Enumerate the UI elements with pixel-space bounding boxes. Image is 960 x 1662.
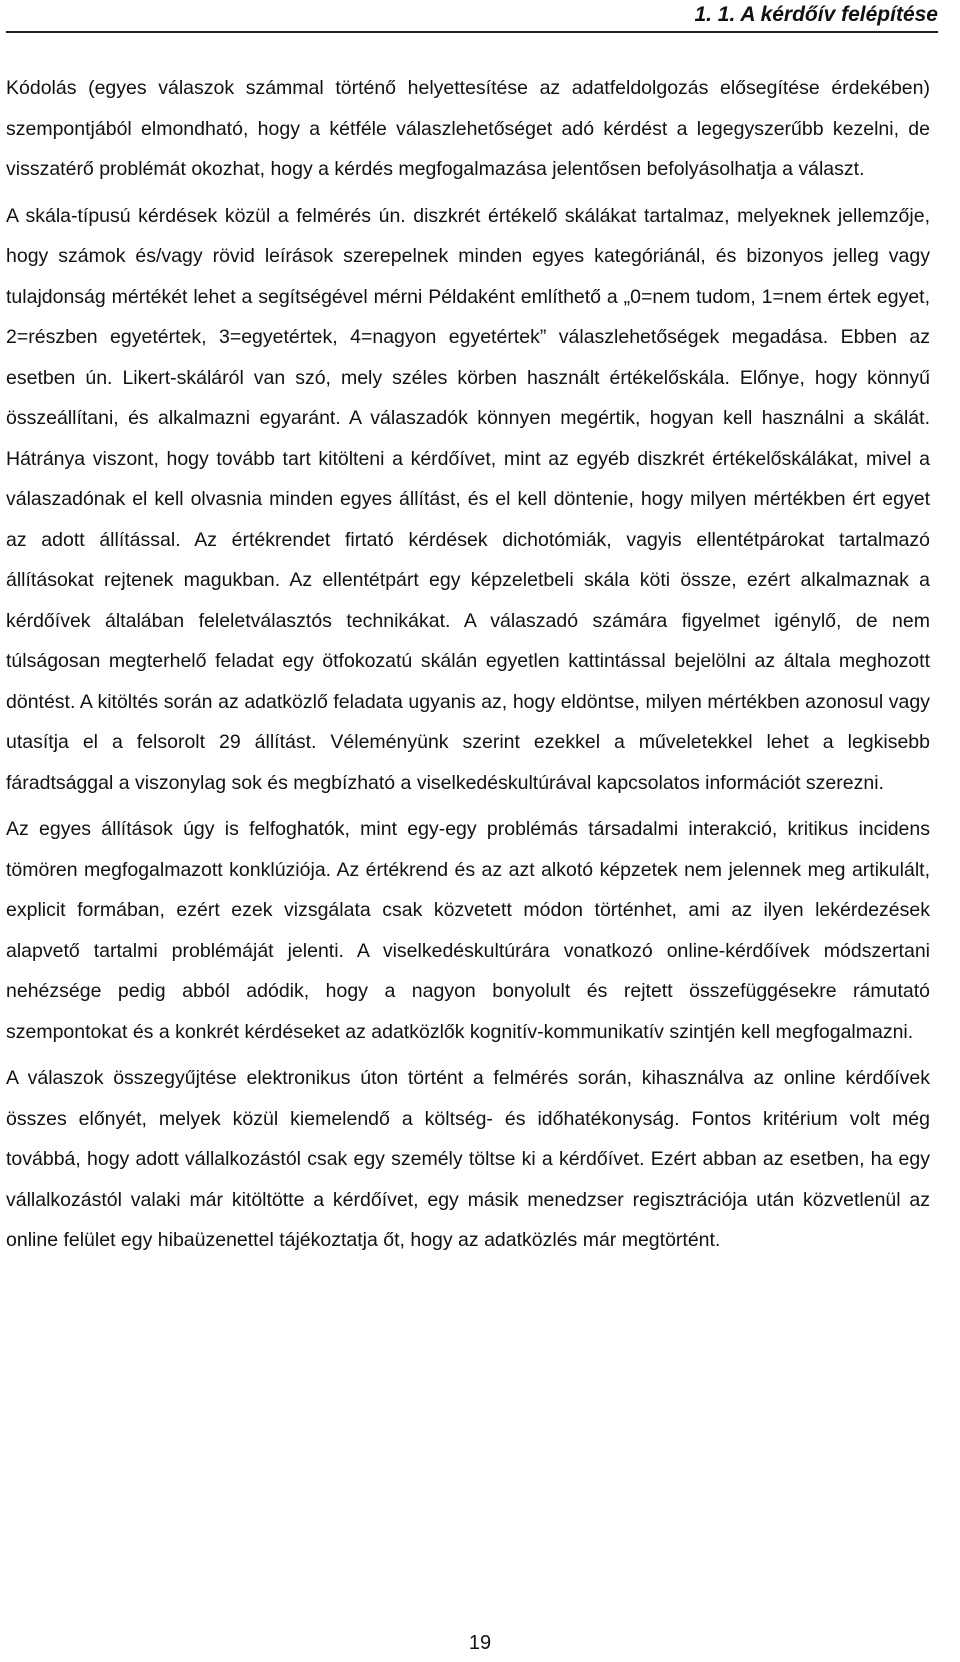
paragraph-statements: Az egyes állítások úgy is felfoghatók, mint egy-egy problémás társadalmi interakció, kritikus incidens tömören megfogalmazott konklúziója. Az értékrend és az azt alkotó képzetek nem jelennek meg artikulált, explicit formában, ezért ezek vizsgálata csak közvetett módon történhet, ami az ilyen lekérdezések alapvető tartalmi problémáját jelenti. A viselkedéskultúrára vonatkozó online-kérdőívek módszertani nehézsége pedig abból adódik, hogy a nagyon bonyolult és rejtett összefüggésekre rámutató szempontokat és a konkrét kérdéseket az adatközlők kognitív-kommunikatív szintjén kell megfogalmazni.	[6, 818, 930, 1043]
paragraph-scale-questions: A skála-típusú kérdések közül a felmérés ún. diszkrét értékelő skálákat tartalmaz, melyeknek jellemzője, hogy számok és/vagy rövid leírások szerepelnek minden egyes kategóriánál, és bizonyos jelleg vagy tulajdonság mértékét lehet a segítségével mérni Példaként említhető a „0=nem tudom, 1=nem értek egyet, 2=részben egyetértek, 3=egyetértek, 4=nagyon egyetértek” válaszlehetőségek megadása. Ebben az esetben ún. Likert-skáláról van szó, mely széles körben használt értékelőskála. Előnye, hogy könnyű összeállítani, és alkalmazni egyaránt. A válaszadók könnyen megértik, hogyan kell használni a skálát. Hátránya viszont, hogy tovább tart kitölteni a kérdőívet, mint az egyéb diszkrét értékelőskálákat, mivel a válaszadónak el kell olvasnia minden egyes állítást, és el kell döntenie, hogy milyen mértékben ért egyet az adott állítással. Az értékrendet firtató kérdések dichotómiák, vagyis ellentétpárokat tartalmazó állításokat rejtenek magukban. Az ellentétpárt egy képzeletbeli skála köti össze, ezért alkalmaznak a kérdőívek általában feleletválasztós technikákat. A válaszadó számára figyelmet igénylő, de nem túlságosan megterhelő feladat egy ötfokozatú skálán egyetlen kattintással bejelölni az általa meghozott döntést. A kitöltés során az adatközlő feladata ugyanis az, hogy eldöntse, milyen mértékben azonosul vagy utasítja el a felsorolt 29 állítást. Véleményünk szerint ezekkel a műveletekkel lehet a legkisebb fáradtsággal a viszonylag sok és megbízható a viselkedéskultúrával kapcsolatos információt szerezni.	[6, 204, 930, 794]
paragraph-data-collection: A válaszok összegyűjtése elektronikus úton történt a felmérés során, kihasználva az online kérdőívek összes előnyét, melyek közül kiemelendő a költség- és időhatékonyság. Fontos kritérium volt még továbbá, hogy adott vállalkozástól csak egy személy töltse ki a kérdőívet. Ezért abban az esetben, ha egy vállalkozástól valaki már kitöltötte a kérdőívet, egy másik menedzser regisztrációja után közvetlenül az online felület egy hibaüzenettel tájékoztatja őt, hogy az adatközlés már megtörtént.	[6, 1067, 930, 1251]
page-header	[6, 0, 938, 33]
document-body	[6, 68, 930, 1267]
page-number: 19	[468, 1632, 492, 1654]
paragraph-coding: Kódolás (egyes válaszok számmal történő helyettesítése az adatfeldolgozás elősegítése érdekében) szempontjából elmondható, hogy a kétféle válaszlehetőséget adó kérdést a legegyszerűbb kezelni, de visszatérő problémát okozhat, hogy a kérdés megfogalmazása jelentősen befolyásolhatja a választ.	[6, 77, 930, 180]
section-title: 1. 1. A kérdőív felépítése	[694, 3, 938, 26]
